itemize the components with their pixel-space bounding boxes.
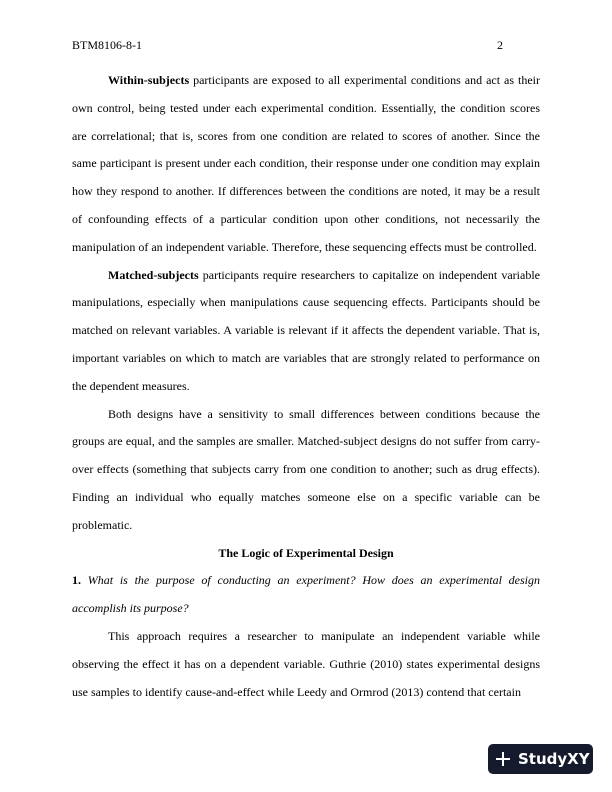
question-number: 1. (72, 573, 81, 588)
page-number: 2 (497, 38, 503, 52)
question-1 (72, 567, 540, 623)
plus-icon (496, 752, 510, 766)
studyxy-logo (488, 744, 593, 774)
term-matched-subjects: Matched-subjects (108, 267, 199, 282)
paragraph-matched-subjects (72, 262, 540, 401)
question-text: What is the purpose of conducting an experiment? How does an experimental design accomplish its purpose? (72, 573, 540, 616)
paragraph-text: participants require researchers to capitalize on independent variable manipulations, especially when manipulations cause sequencing effects. Participants should be matched on relevant variables. A variable is relevant if it affects the dependent variable. That is, important variables on which to match are variables that are strongly related to performance on the dependent measures. (72, 267, 540, 393)
term-within-subjects: Within-subjects (108, 73, 190, 87)
logo-text: StudyXY (518, 750, 590, 768)
paragraph-both-designs: Both designs have a sensitivity to small differences between conditions because the groups are equal, and the samples are smaller. Matched-subject designs do not suffer from carry-over effects (something that subjects carry from one condition to another; such as drug effects). Finding an individual who equally matches someone else on a specific variable can be problematic. (72, 406, 540, 532)
paragraph-within-subjects (72, 67, 540, 262)
document-body (72, 67, 540, 706)
running-head: BTM8106-8-1 (72, 38, 142, 52)
paragraph-text: participants are exposed to all experimental conditions and act as their own control, being tested under each experimental condition. Essentially, the condition scores are correlational; that is, scores from one condition are related to scores of another. Since the same participant is present under each condition, their response under one condition may explain how they respond to another. If differences between the conditions are noted, it may be a result of confounding effects of a particular condition upon other conditions, not necessarily the manipulation of an independent variable. Therefore, these sequencing effects must be controlled. (72, 73, 540, 254)
section-heading: The Logic of Experimental Design (218, 545, 394, 560)
paragraph-answer: This approach requires a researcher to manipulate an independent variable while observing the effect it has on a dependent variable. Guthrie (2010) states experimental designs use samples to identify cause-and-effect while Leedy and Ormrod (2013) contend that certain (72, 628, 540, 699)
